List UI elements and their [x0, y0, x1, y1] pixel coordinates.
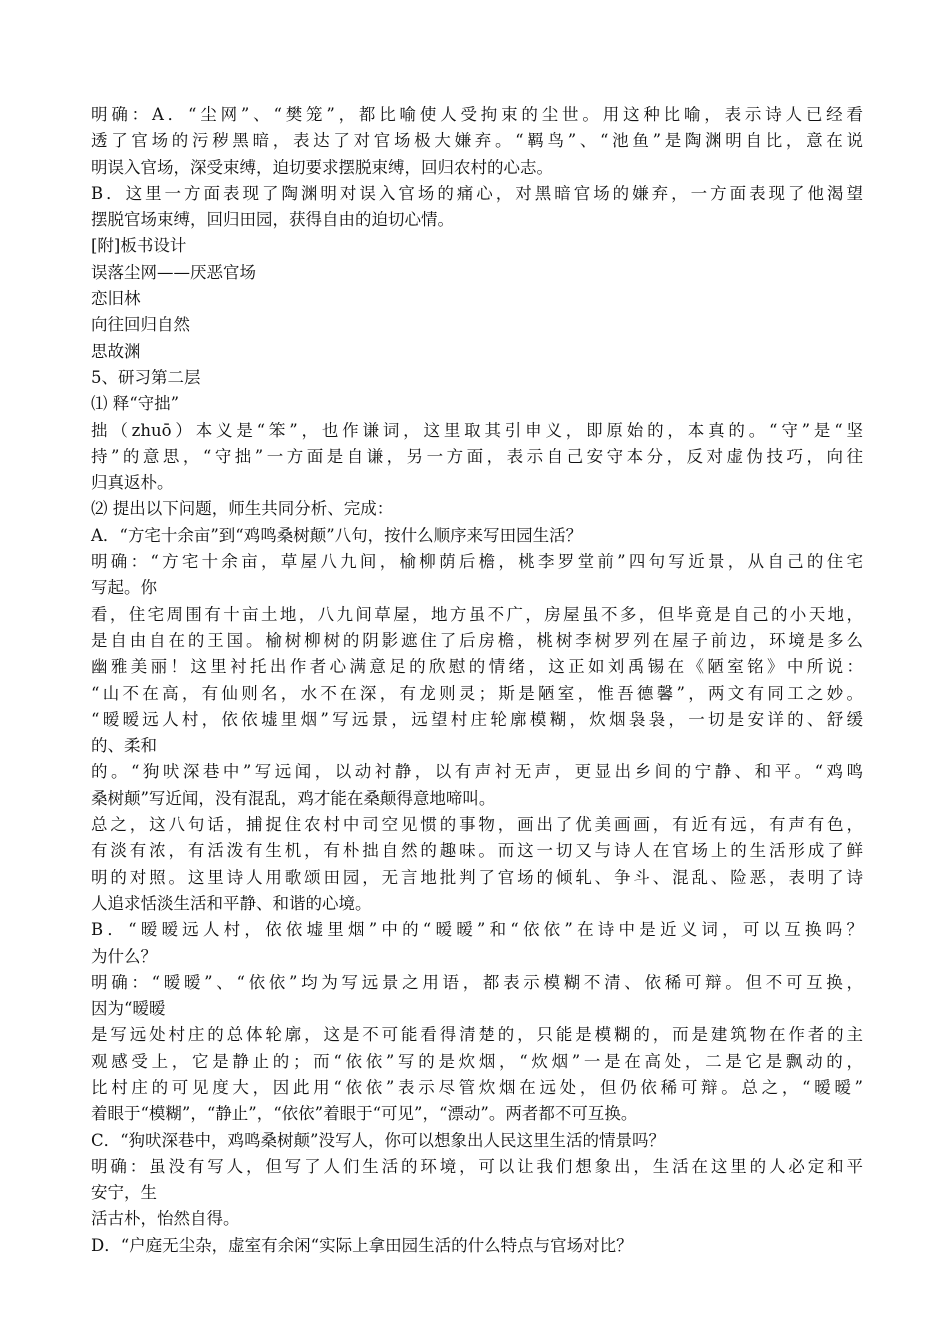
text-line: B．这里一方面表现了陶渊明对误入官场的痛心，对黑暗官场的嫌弃，一方面表现了他渴望	[91, 183, 863, 203]
text-line: 桑树颠”写近闻，没有混乱，鸡才能在桑颠得意地啼叫。	[91, 788, 496, 808]
text-line: 是写远处村庄的总体轮廓，这是不可能看得清楚的，只能是模糊的，而是建筑物在作者的主	[91, 1025, 863, 1045]
text-line: 思故渊	[91, 341, 141, 361]
text-line: 安宁，生	[91, 1183, 157, 1203]
text-line: 因为“暧暧	[91, 999, 166, 1019]
text-line: 人追求恬淡生活和平静、和谐的心境。	[91, 893, 372, 913]
text-line: C．“狗吠深巷中，鸡鸣桑树颠”没写人，你可以想象出人民这里生活的情景吗？	[91, 1130, 665, 1150]
text-line: 5、研习第二层	[91, 367, 201, 387]
text-line: 误落尘网——厌恶官场	[91, 262, 256, 282]
text-line: 着眼于“模糊”，“静止”，“依依”着眼于“可见”，“漂动”。两者都不可互换。	[91, 1104, 638, 1124]
text-line: B．“暧暧远人村，依依墟里烟”中的“暧暧”和“依依”在诗中是近义词，可以互换吗？	[91, 920, 863, 940]
text-line: [附]板书设计	[91, 236, 187, 256]
text-line: 是自由自在的王国。榆树柳树的阴影遮住了后房檐，桃树李树罗列在屋子前边，环境是多么	[91, 630, 863, 650]
text-line: “暧暧远人村，依依墟里烟”写远景，远望村庄轮廓模糊，炊烟袅袅，一切是安详的、舒缓	[91, 709, 863, 729]
text-line: 看，住宅周围有十亩土地，八九间草屋，地方虽不广，房屋虽不多，但毕竟是自己的小天地，	[91, 604, 863, 624]
text-line: “山不在高，有仙则名，水不在深，有龙则灵；斯是陋室，惟吾德馨”，两文有同工之妙。	[91, 683, 863, 703]
text-line: 活古朴，怡然自得。	[91, 1209, 240, 1229]
text-line: 明确：“暧暧”、“依依”均为写远景之用语，都表示模糊不清、依稀可辩。但不可互换，	[91, 972, 863, 992]
text-line: 明确：A．“尘网”、“樊笼”，都比喻使人受拘束的尘世。用这种比喻，表示诗人已经看	[91, 105, 863, 124]
text-line: 明的对照。这里诗人用歌颂田园，无言地批判了官场的倾轧、争斗、混乱、险恶，表明了诗	[91, 867, 863, 887]
text-line: 恋旧林	[91, 289, 141, 309]
document-body	[91, 102, 863, 1259]
text-line: 明误入官场，深受束缚，迫切要求摆脱束缚，回归农村的心志。	[91, 157, 553, 177]
text-line: 观感受上，它是静止的；而“依依”写的是炊烟，“炊烟”一是在高处，二是它是飘动的，	[91, 1051, 863, 1071]
text-line: 有淡有浓，有活泼有生机，有朴拙自然的趣味。而这一切又与诗人在官场上的生活形成了鲜	[91, 841, 863, 861]
text-line: A．“方宅十余亩”到“鸡鸣桑树颠”八句，按什么顺序来写田园生活？	[91, 525, 583, 545]
text-line: 的。“狗吠深巷中”写远闻，以动衬静，以有声衬无声，更显出乡间的宁静、和平。“鸡鸣	[91, 762, 863, 782]
text-line: ⑵ 提出以下问题，师生共同分析、完成：	[91, 499, 394, 519]
text-line: 透了官场的污秽黑暗，表达了对官场极大嫌弃。“羁鸟”、“池鱼”是陶渊明自比，意在说	[91, 131, 863, 151]
text-line: ⑴ 释“守拙”	[91, 394, 180, 414]
text-line: D．“户庭无尘杂，虚室有余闲“实际上拿田园生活的什么特点与官场对比？	[91, 1235, 633, 1255]
text-line: 归真返朴。	[91, 473, 174, 493]
text-line: 幽雅美丽！这里衬托出作者心满意足的欣慰的情绪，这正如刘禹锡在《陋室铭》中所说：	[91, 657, 863, 677]
text-line: 总之，这八句话，捕捉住农村中司空见惯的事物，画出了优美画画，有近有远，有声有色，	[91, 815, 863, 835]
text-line: 拙（zhuō）本义是“笨”，也作谦词，这里取其引申义，即原始的，本真的。“守”是“坚	[91, 420, 863, 440]
text-line: 明确：虽没有写人，但写了人们生活的环境，可以让我们想象出，生活在这里的人必定和平	[91, 1156, 863, 1176]
text-line: 比村庄的可见度大，因此用“依依”表示尽管炊烟在远处，但仍依稀可辩。总之，“暧暧”	[91, 1077, 863, 1097]
text-line: 的、柔和	[91, 736, 157, 756]
text-line: 明确：“方宅十余亩，草屋八九间，榆柳荫后檐，桃李罗堂前”四句写近景，从自己的住宅	[91, 552, 863, 572]
text-line: 向往回归自然	[91, 315, 190, 335]
text-line: 摆脱官场束缚，回归田园，获得自由的迫切心情。	[91, 210, 454, 230]
text-line: 持”的意思，“守拙”一方面是自谦，另一方面，表示自己安守本分，反对虚伪技巧，向往	[91, 446, 863, 466]
text-line: 写起。你	[91, 578, 157, 598]
text-line: 为什么？	[91, 946, 157, 966]
